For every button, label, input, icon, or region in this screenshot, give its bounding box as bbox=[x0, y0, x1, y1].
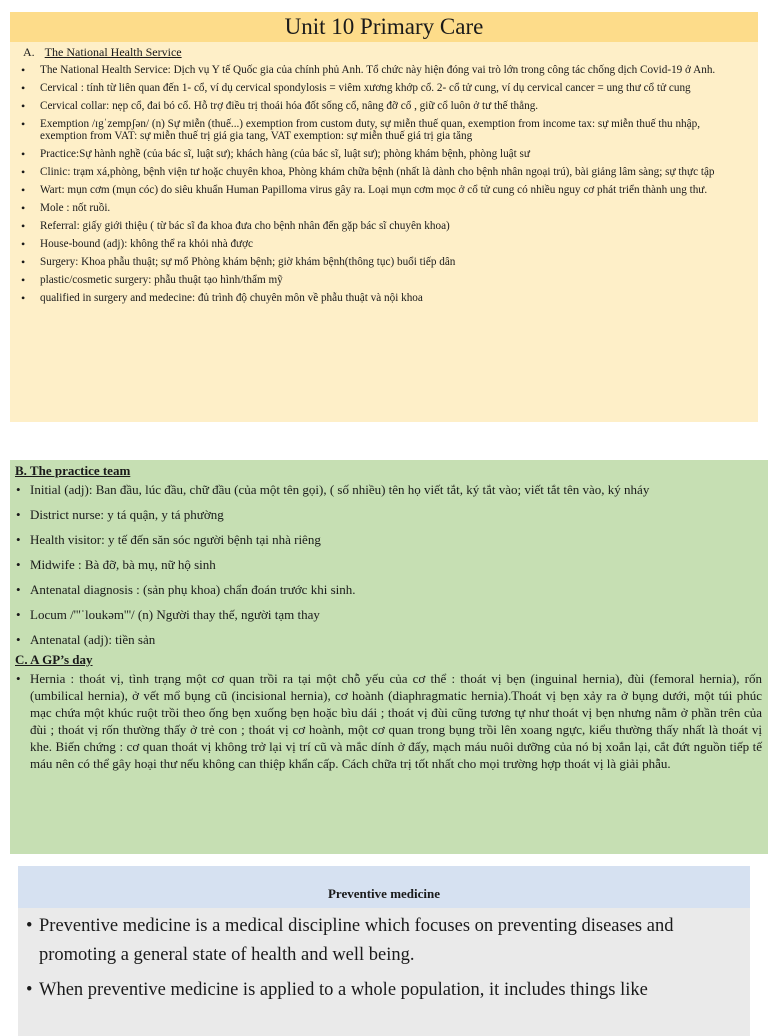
section-practice-team bbox=[10, 460, 768, 854]
preventive-medicine-title: Preventive medicine bbox=[18, 866, 750, 908]
list-item: • Midwife : Bà đỡ, bà mụ, nữ hộ sinh bbox=[15, 556, 762, 573]
list-item: • Wart: mụn cơm (mụn cóc) do siêu khuẩn Human Papilloma virus gây ra. Loại mụn cơm mọc ở cổ tử cung có nhiều nguy cơ phát triển thành ung thư. bbox=[20, 185, 748, 197]
list-item: • Locum /'''ˈloukəm'''/ (n) Người thay thế, người tạm thay bbox=[15, 606, 762, 623]
list-item: • Surgery: Khoa phẫu thuật; sự mổ Phòng khám bệnh; giờ khám bệnh(thông tục) buổi tiếp dân bbox=[20, 257, 748, 269]
section-a-heading bbox=[23, 45, 748, 60]
list-item: • Exemption /ɪgˈzempʃən/ (n) Sự miễn (thuế...) exemption from custom duty, sự miễn thuế quan, exemption from income tax: sự miễn thuế thu nhập, exemption from VAT: sự miễn thuế trị giá gia tang, VAT exemption: sự miễn thuế giá trị gia tăng bbox=[20, 119, 748, 142]
list-item: • Initial (adj): Ban đầu, lúc đầu, chữ đầu (của một tên gọi), ( số nhiều) tên họ viết tắt, ký tắt vào; viết tắt tên vào, ký nháy bbox=[15, 481, 762, 498]
section-a-list bbox=[20, 65, 748, 304]
list-item: • plastic/cosmetic surgery: phẫu thuật tạo hình/thẩm mỹ bbox=[20, 275, 748, 287]
section-a-letter: A. bbox=[23, 45, 35, 59]
preventive-medicine-panel bbox=[18, 866, 750, 1036]
section-b-list bbox=[15, 481, 762, 648]
section-national-health-service bbox=[10, 42, 758, 422]
list-item: • Mole : nốt ruồi. bbox=[20, 203, 748, 215]
preventive-medicine-list bbox=[18, 912, 750, 1005]
section-c-list bbox=[15, 670, 762, 772]
list-item: • When preventive medicine is applied to a whole population, it includes things like bbox=[26, 976, 738, 1005]
page-title: Unit 10 Primary Care bbox=[10, 12, 758, 42]
list-item: • The National Health Service: Dịch vụ Y tế Quốc gia của chính phủ Anh. Tổ chức này hiện đóng vai trò lớn trong công tác chống dịch Covid-19 ở Anh. bbox=[20, 65, 748, 77]
section-a-title: The National Health Service bbox=[44, 45, 182, 59]
list-item: • Hernia : thoát vị, tình trạng một cơ quan trồi ra tại một chỗ yếu của cơ thể : thoát vị bẹn (inguinal hernia), đùi (femoral hernia), rốn (umbilical hernia), ở vết mổ bụng cũ (incisional hernia), cơ hoành (diaphragmatic hernia).Thoát vị bẹn xảy ra ở bụng dưới, một túi phúc mạc chứa một khúc ruột trồi theo ống bẹn xuống bẹn hoặc bìu dái ; thoát vị đùi cũng tương tự như thoát vị bẹn nhưng nằm ở phần trên của đùi ; thoát vị rốn thường thấy ở trẻ con ; thoát vị cơ hoành, một cơ quan trong bụng trồi lên xoang ngực, kiểu thường thấy nhất là thoát vị khe. Biến chứng : cơ quan thoát vị không trở lại vị trí cũ và mắc dính ở đấy, mạch máu nuôi dưỡng của nó bị xoắn lại, cắt đứt nguồn tiếp tế máu nên có thể gây hoại thư nếu không can thiệp khẩn cấp. Cách chữa trị tốt nhất cho mọi trường hợp thoát vị là giải phẫu. bbox=[15, 670, 762, 772]
list-item: • House-bound (adj): không thể ra khỏi nhà được bbox=[20, 239, 748, 251]
list-item: • Referral: giấy giới thiệu ( từ bác sĩ đa khoa đưa cho bệnh nhân đến gặp bác sĩ chuyên khoa) bbox=[20, 221, 748, 233]
list-item: • Preventive medicine is a medical discipline which focuses on preventing diseases and promoting a general state of health and well being. bbox=[26, 912, 738, 970]
list-item: • Practice:Sự hành nghề (của bác sĩ, luật sư); khách hàng (của bác sĩ, luật sư); phòng khám bệnh, phòng luật sư bbox=[20, 149, 748, 161]
list-item: • qualified in surgery and medecine: đủ trình độ chuyên môn về phẫu thuật và nội khoa bbox=[20, 293, 748, 305]
list-item: • Antenatal (adj): tiền sản bbox=[15, 631, 762, 648]
section-b-heading: B. The practice team bbox=[15, 463, 131, 478]
list-item: • District nurse: y tá quận, y tá phường bbox=[15, 506, 762, 523]
list-item: • Cervical : tính từ liên quan đến 1- cổ, ví dụ cervical spondylosis = viêm xương khớp cổ. 2- cổ tử cung, ví dụ cervical cancer = ung thư cổ tử cung bbox=[20, 83, 748, 95]
list-item: • Antenatal diagnosis : (sản phụ khoa) chẩn đoán trước khi sinh. bbox=[15, 581, 762, 598]
list-item: • Cervical collar: nẹp cổ, đai bó cổ. Hỗ trợ điều trị thoái hóa đốt sống cổ, nâng đỡ cổ , giữ cổ luôn ở tư thế thẳng. bbox=[20, 101, 748, 113]
list-item: • Health visitor: y tế đến săn sóc người bệnh tại nhà riêng bbox=[15, 531, 762, 548]
list-item: • Clinic: trạm xá,phòng, bệnh viện tư hoặc chuyên khoa, Phòng khám chữa bệnh (nhất là dành cho bệnh nhân ngoại trú), bài giảng lâm sàng; sự thực tập bbox=[20, 167, 748, 179]
section-c-heading: C. A GP’s day bbox=[15, 652, 93, 667]
